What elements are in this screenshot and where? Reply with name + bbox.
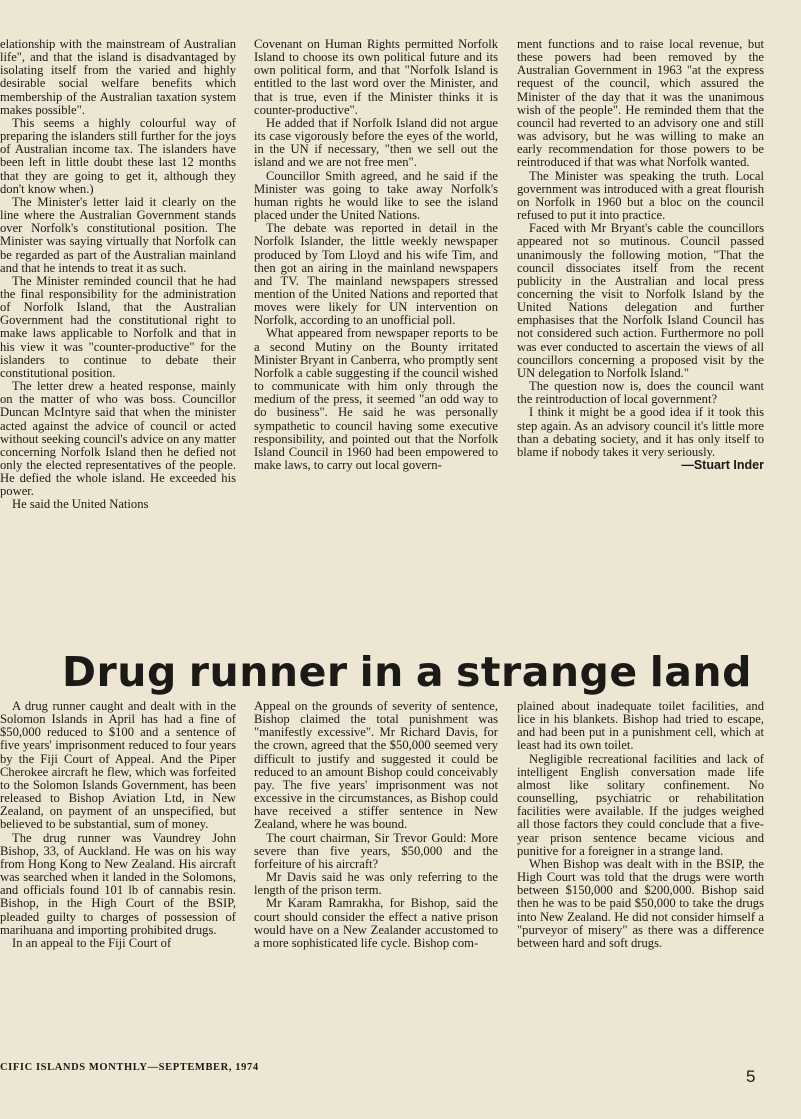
headline-word: in [359,648,404,696]
paragraph: Negligible recreational facilities and lack of intelligent English conversation made life almost like solitary confinement. No counselling, psychiatric or rehabilitation facilities were available. If the judges weighed all those factors they could conclude that a five-year prison sentence became vicious and punitive for a foreigner in a strange land. [517,751,764,858]
paragraph: plained about inadequate toilet facilities, and lice in his blankets. Bishop had tried to escape, and had been put in a punishment cell, which at least had its own toilet. [517,700,764,753]
article2-column-2 [254,700,498,950]
paragraph: He said the United Nations [12,497,149,512]
paragraph: Appeal on the grounds of severity of sentence, Bishop claimed the total punishment was "manifestly excessive". Mr Richard Davis, for the crown, agreed that the $50,000 seemed very difficult to justify and suggested it could be reduced to an amount Bishop could conceivably pay. The five years' imprisonment was not excessive in the circumstances, as Bishop could have received a stiffer sentence in New Zealand, where he was bound. [254,700,498,832]
paragraph: The debate was reported in detail in the Norfolk Islander, the little weekly newspaper produced by Tom Lloyd and his wife Tim, and then got an airing in the mainland newspapers and TV. The mainland newspapers stressed mention of the United Nations and reported that moves were likely for UN intervention on Norfolk, according to an unofficial poll. [254,221,498,328]
paragraph: I think it might be a good idea if it took this step again. As an advisory council it's little more than a debating society, and it has only itself to blame if nobody takes it very seriously. [517,405,764,459]
paragraph: What appeared from newspaper reports to be a second Mutiny on the Bounty irritated Minister Bryant in Canberra, who promptly sent Norfolk a cable suggesting if the council wished to communicate with him only through the medium of the press, it seemed "an odd way to do business". He said he was personally sympathetic to council having some executive responsibility, and pointed out that the Norfolk Island Council in 1960 had been empowered to make laws, to carry out local govern- [254,326,498,472]
article1-column-2 [254,38,498,472]
paragraph: This seems a highly colourful way of preparing the islanders still further for the joys of Australian income tax. The islanders have been left in little doubt these last 12 months that they are going to get it, although they don't know when.) [0,115,236,196]
paragraph: elationship with the mainstream of Australian life", and that the island is disadvantaged by isolating itself from the varied and highly desirable social welfare benefits which membership of the Australian taxation system makes possible". [0,38,236,117]
headline-word: Drug [62,648,177,696]
article2-column-3 [517,700,764,950]
paragraph: Mr Davis said he was only referring to the length of the prison term. [254,870,498,898]
paragraph: The drug runner was Vaundrey John Bishop, 33, of Auckland. He was on his way from Hong Kong to New Zealand. His aircraft was searched when it landed in the Solomons, and officials found 101 lb of cannabis resin. Bishop, in the High Court of the BSIP, pleaded guilty to charges of possession of marihuana and importing prohibited drugs. [0,830,236,937]
headline-word: land [649,648,752,696]
article-headline [62,648,752,696]
paragraph: In an appeal to the Fiji Court of [12,935,172,950]
paragraph: The question now is, does the council want the reintroduction of local government? [517,379,764,407]
paragraph: Faced with Mr Bryant's cable the councillors appeared not so mutinous. Council passed unanimously the following motion, "That the council dissociates itself from the recent publicity in the Australian and local press concerning the visit to Norfolk Island by the United Nations delegation and further emphasises that the Norfolk Island Council has not considered such action. Furthermore no poll was ever conducted to ascertain the views of all councillors concerning a proposed visit by the UN delegation to Norfolk Island." [517,221,764,380]
byline: —Stuart Inder [681,458,764,472]
headline-word: strange [455,648,638,696]
article1-column-3 [517,38,764,472]
headline-word: runner [188,648,348,696]
article1-column-1 [0,38,236,512]
article-continuation [0,38,801,642]
paragraph: The letter drew a heated response, mainly on the matter of who was boss. Councillor Duncan McIntyre said that when the minister acted against the advice of council or acted without seeking council's advice on any matter concerning Norfolk Island then he defied not only the elected representatives of the people. He defied the whole island. He exceeded his power. [0,379,236,499]
paragraph: Councillor Smith agreed, and he said if the Minister was going to take away Norfolk's human rights he would like to see the island placed under the United Nations. [254,168,498,223]
paragraph: Covenant on Human Rights permitted Norfolk Island to choose its own political future and its own political form, and that "Norfolk Island is entitled to the last word over the Minister, and that is true, even if the Minister thinks it is counter-productive". [254,38,498,117]
paragraph: He added that if Norfolk Island did not argue its case vigorously before the eyes of the world, in the UN if necessary, "then we sell out the island and we are not free men". [254,115,498,170]
paragraph: The Minister was speaking the truth. Local government was introduced with a great flourish on Norfolk in 1960 but a bloc on the council refused to put it into practice. [517,168,764,223]
paragraph: The Minister reminded council that he had the final responsibility for the administration of Norfolk Island, that the Australian Government had the constitutional right to make laws applicable to Norfolk and that in his view it was "counter-productive" for the islanders to continue to debate their constitutional position. [0,273,236,380]
article2-column-1 [0,700,236,950]
page-number: 5 [746,1067,756,1086]
paragraph: Mr Karam Ramrakha, for Bishop, said the court should consider the effect a native prison would have on a New Zealander accustomed to a more sophisticated life cycle. Bishop com- [254,896,498,950]
article-body [0,700,801,1055]
paragraph: A drug runner caught and dealt with in the Solomon Islands in April has had a fine of $50,000 reduced to $100 and a sentence of five years' imprisonment reduced to four years by the Fiji Court of Appeal. And the Piper Cherokee aircraft he flew, which was forfeited to the Solomon Islands Government, has been released to Bishop Aviation Ltd, in New Zealand, on payment of an unspecified, but believed to be substantial, sum of money. [0,700,236,832]
running-footer: CIFIC ISLANDS MONTHLY—SEPTEMBER, 1974 [0,1062,259,1073]
headline-word: a [415,648,444,696]
paragraph: The Minister's letter laid it clearly on the line where the Australian Government stands over Norfolk's constitutional position. The Minister was saying virtually that Norfolk can be regarded as part of the Australian mainland and that he intends to treat it as such. [0,194,236,275]
paragraph: When Bishop was dealt with in the BSIP, the High Court was told that the drugs were worth between $150,000 and $200,000. Bishop said then he was to be paid $50,000 to take the drugs into New Zealand. He did not consider himself a "purveyor of misery" as there was a difference between hard and soft drugs. [517,856,764,950]
paragraph: ment functions and to raise local revenue, but these powers had been removed by the Australian Government in 1963 "at the express request of the council, which assured the Minister of the day that it was the unanimous wish of the people". He reminded them that the council had reverted to an advisory one and still was advisory, but he was willing to make an early recommendation for those powers to be reintroduced if that was what Norfolk wanted. [517,38,764,170]
paragraph: The court chairman, Sir Trevor Gould: More severe than five years, $50,000 and the forfeiture of his aircraft? [254,830,498,871]
